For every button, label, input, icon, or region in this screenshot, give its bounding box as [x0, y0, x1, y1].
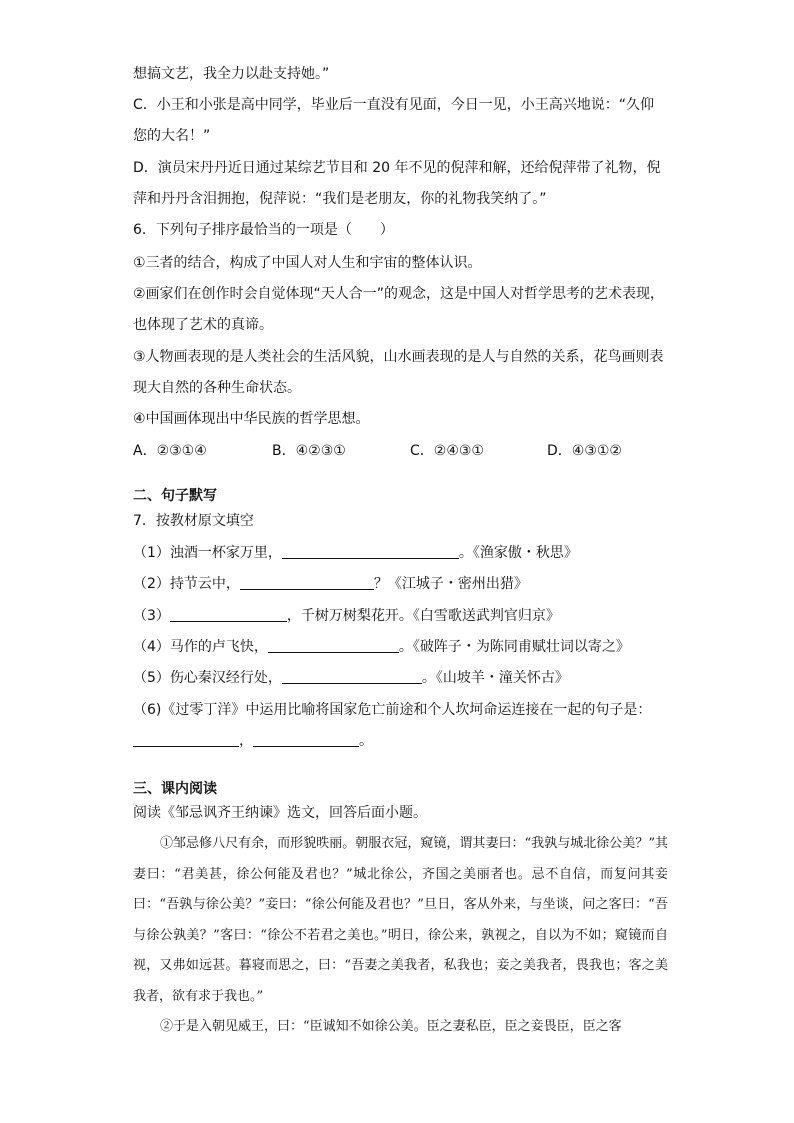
answer-blank[interactable]	[253, 731, 359, 747]
q5-option-c-line2: 您的大名！”	[133, 128, 211, 144]
fill-item-1-suffix: 。《渔家傲・秋思》	[458, 545, 578, 561]
fill-item-3-prefix: （3）	[133, 608, 170, 624]
q7-stem: 7．按教材原文填空	[133, 513, 254, 529]
q6-option-d: D．④③①②	[547, 443, 622, 459]
q6-sentence-4: ④中国画体现出中华民族的哲学思想。	[133, 411, 370, 427]
classical-passage	[133, 829, 668, 1043]
fill-item-6-line1: （6)《过零丁洋》中运用比喻将国家危亡前途和个人坎坷命运连接在一起的句子是：	[133, 702, 652, 718]
q5-option-c-line1: C．小王和小张是高中同学，毕业后一直没有见面，今日一见，小王高兴地说：“久仰	[133, 97, 655, 113]
q6-option-c: C．②④③①	[410, 443, 484, 459]
answer-blank[interactable]	[133, 731, 239, 747]
fill-item-2	[133, 574, 528, 594]
fill-item-5-prefix: （5）伤心秦汉经行处，	[133, 670, 282, 686]
q6-sentence-1: ①三者的结合，构成了中国人对人生和宇宙的整体认识。	[133, 255, 482, 271]
q5-option-d-line2: 萍和丹丹含泪拥抱，倪萍说：“我们是老朋友，你的礼物我笑纳了。”	[133, 191, 547, 207]
fill-item-6-period: 。	[359, 733, 373, 749]
passage-paragraph-2: ②于是入朝见威王，曰：“臣诚知不如徐公美。臣之妻私臣，臣之妾畏臣，臣之客	[160, 1019, 622, 1034]
answer-blank[interactable]	[282, 668, 422, 684]
fill-item-3-suffix: ，千树万树梨花开。《白雪歌送武判官归京》	[286, 608, 560, 624]
q6-sentence-2-line2: 也体现了艺术的真谛。	[133, 317, 273, 333]
passage-paragraph-1: ①邹忌修八尺有余，而形貌昳丽。朝服衣冠，窥镜，谓其妻曰：“我孰与城北徐公美？”其妻曰：“君美甚，徐公何能及君也？”城北徐公，齐国之美丽者也。忌不自信，而复问其妾曰：“吾孰与徐公美？”妾曰：“徐公何能及君也？”旦日，客从外来，与坐谈，问之客曰：“吾与徐公孰美？”客曰：“徐公不若君之美也。”明日，徐公来，孰视之，自以为不如；窥镜而自视，又弗如远甚。暮寝而思之，曰：“吾妻之美我者，私我也；妾之美我者，畏我也；客之美我者，欲有求于我也。”	[133, 836, 668, 1004]
fill-item-3	[133, 606, 560, 626]
fill-item-2-prefix: （2）持节云中，	[133, 576, 240, 592]
answer-blank[interactable]	[282, 543, 459, 559]
answer-blank[interactable]	[240, 574, 374, 590]
fill-item-1-prefix: （1）浊酒一杯家万里，	[133, 545, 282, 561]
reading-intro: 阅读《邹忌讽齐王纳谏》选文，回答后面小题。	[133, 805, 427, 821]
answer-blank[interactable]	[268, 637, 399, 653]
fill-item-2-suffix: ？《江城子・密州出猎》	[373, 576, 528, 592]
q5-option-b-tail: 想搞文艺，我全力以赴支持她。”	[133, 66, 330, 82]
fill-item-4-prefix: （4）马作的卢飞快，	[133, 639, 268, 655]
q6-option-b: B．④②③①	[272, 443, 346, 459]
fill-item-4	[133, 637, 630, 657]
fill-item-6-line2	[133, 731, 373, 751]
q5-option-d-line1: D．演员宋丹丹近日通过某综艺节目和 20 年不见的倪萍和解，还给倪萍带了礼物，倪	[133, 160, 661, 176]
fill-item-1	[133, 543, 578, 563]
fill-item-5-suffix: 。《山坡羊・潼关怀古》	[421, 670, 569, 686]
fill-item-5	[133, 668, 569, 688]
q6-sentence-3-line1: ③人物画表现的是人类社会的生活风貌，山水画表现的是人与自然的关系，花鸟画则表	[133, 349, 664, 365]
answer-blank[interactable]	[170, 606, 287, 622]
q6-sentence-2-line1: ②画家们在创作时会自觉体现“天人合一”的观念，这是中国人对哲学思考的艺术表现，	[133, 286, 665, 302]
fill-item-6-comma: ，	[239, 733, 253, 749]
section-2-heading: 二、句子默写	[133, 488, 217, 504]
section-3-heading: 三、课内阅读	[133, 781, 217, 797]
q6-sentence-3-line2: 现大自然的各种生命状态。	[133, 380, 301, 396]
fill-item-4-suffix: 。《破阵子・为陈同甫赋壮词以寄之》	[398, 639, 630, 655]
q6-stem: 6．下列句子排序最恰当的一项是（ ）	[133, 222, 394, 238]
q6-option-a: A．②③①④	[133, 443, 207, 459]
